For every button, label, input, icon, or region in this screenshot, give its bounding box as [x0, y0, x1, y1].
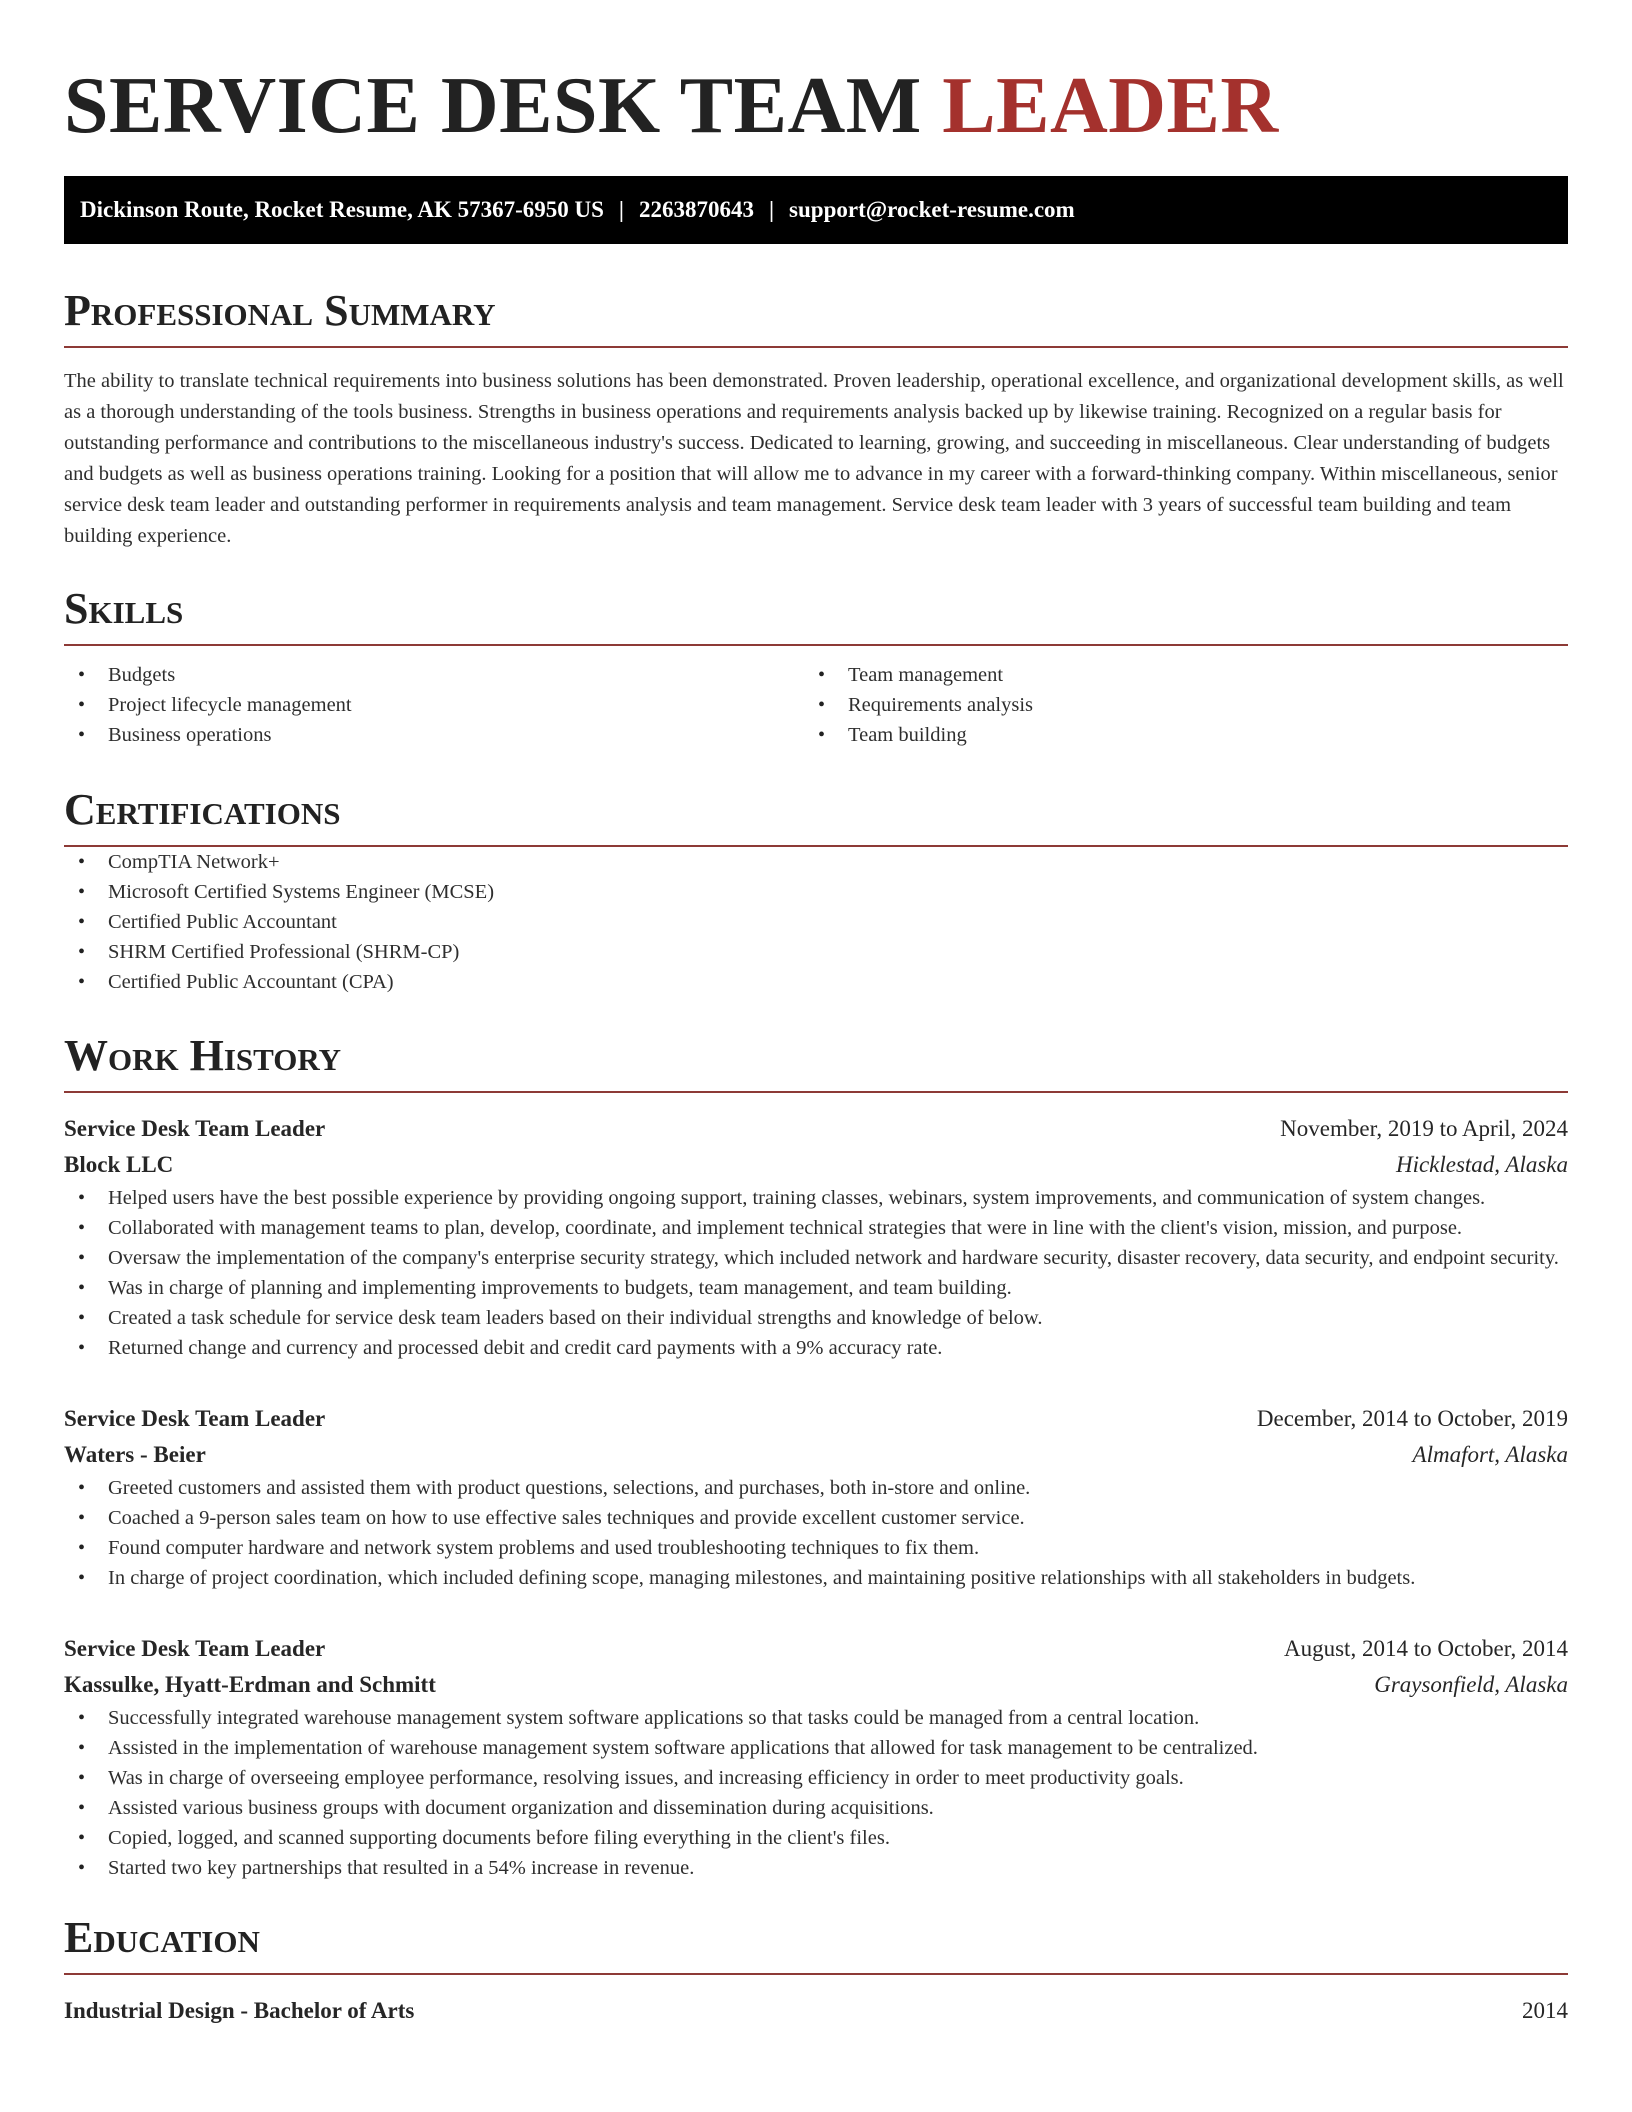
- work-history-section: [64, 1029, 1568, 1883]
- skill-item: • Team building: [804, 720, 1544, 750]
- education-heading: Education: [64, 1911, 1568, 1975]
- contact-email: support@rocket-resume.com: [789, 197, 1075, 222]
- job-header-row: [64, 1111, 1568, 1147]
- job-header-row: [64, 1631, 1568, 1667]
- job-title: Service Desk Team Leader: [64, 1116, 326, 1141]
- job-bullet: • Copied, logged, and scanned supporting documents before filing everything in the client's files.: [64, 1823, 1568, 1853]
- skills-heading: Skills: [64, 582, 1568, 646]
- job-company-row: [64, 1667, 1568, 1703]
- certification-item: • Certified Public Accountant (CPA): [64, 967, 1568, 997]
- contact-separator: |: [768, 197, 775, 222]
- certifications-section: [64, 783, 1568, 997]
- job-entry: [64, 1401, 1568, 1593]
- skills-section: [64, 582, 1568, 750]
- skill-item: • Budgets: [64, 660, 804, 690]
- contact-separator: |: [618, 197, 624, 222]
- job-company: Kassulke, Hyatt-Erdman and Schmitt: [64, 1672, 436, 1697]
- job-bullet: • Was in charge of overseeing employee performance, resolving issues, and increasing efficiency in order to meet productivity goals.: [64, 1763, 1568, 1793]
- job-company-row: [64, 1437, 1568, 1473]
- education-year: 2014: [1522, 1998, 1568, 2023]
- job-bullets: [64, 1183, 1568, 1363]
- education-degree: Industrial Design - Bachelor of Arts: [64, 1998, 415, 2023]
- job-dates: December, 2014 to October, 2019: [1256, 1406, 1568, 1431]
- job-bullet: • Collaborated with management teams to plan, develop, coordinate, and implement technical strategies that were in line with the client's vision, mission, and purpose.: [64, 1213, 1568, 1243]
- certification-item: • SHRM Certified Professional (SHRM-CP): [64, 937, 1568, 967]
- job-bullet: • Helped users have the best possible experience by providing ongoing support, training classes, webinars, system improvements, and communication of system changes.: [64, 1183, 1568, 1213]
- certification-item: • CompTIA Network+: [64, 847, 1568, 877]
- job-bullet: • Greeted customers and assisted them with product questions, selections, and purchases, both in-store and online.: [64, 1473, 1568, 1503]
- skills-list-right: [804, 660, 1544, 750]
- certifications-list: [64, 847, 1568, 997]
- contact-bar: [64, 176, 1568, 244]
- job-company-row: [64, 1147, 1568, 1183]
- job-title: Service Desk Team Leader: [64, 1636, 326, 1661]
- certifications-heading: Certifications: [64, 783, 1568, 847]
- summary-heading: Professional Summary: [64, 284, 1568, 348]
- contact-address: Dickinson Route, Rocket Resume, AK 57367-6950 US: [80, 197, 604, 222]
- summary-text: The ability to translate technical requirements into business solutions has been demonstrated. Proven leadership, operational excellence, and organizational development skills, as well as a thorough understanding of the tools business. Strengths in business operations and requirements analysis backed up by likewise training. Recognized on a regular basis for outstanding performance and contributions to the miscellaneous industry's success. Dedicated to learning, growing, and succeeding in miscellaneous. Clear understanding of budgets and budgets as well as business operations training. Looking for a position that will allow me to advance in my career with a forward-thinking company. Within miscellaneous, senior service desk team leader and outstanding performer in requirements analysis and team management. Service desk team leader with 3 years of successful team building and team building experience.: [64, 370, 1564, 547]
- job-bullet: • Found computer hardware and network system problems and used troubleshooting techniques to fix them.: [64, 1533, 1568, 1563]
- job-entry: [64, 1631, 1568, 1883]
- job-dates: November, 2019 to April, 2024: [1280, 1116, 1568, 1141]
- education-entry: [64, 1993, 1568, 2029]
- job-bullets: [64, 1703, 1568, 1883]
- job-bullet: • Created a task schedule for service desk team leaders based on their individual strengths and knowledge of below.: [64, 1303, 1568, 1333]
- job-bullet: • Returned change and currency and processed debit and credit card payments with a 9% accuracy rate.: [64, 1333, 1568, 1363]
- contact-phone: 2263870643: [638, 197, 754, 222]
- job-bullet: • Coached a 9-person sales team on how to use effective sales techniques and provide excellent customer service.: [64, 1503, 1568, 1533]
- certification-item: • Microsoft Certified Systems Engineer (MCSE): [64, 877, 1568, 907]
- job-company: Waters - Beier: [64, 1442, 206, 1467]
- job-dates: August, 2014 to October, 2014: [1284, 1636, 1568, 1661]
- title-accent: LEADER: [942, 62, 1279, 150]
- job-bullet: • In charge of project coordination, which included defining scope, managing milestones, and maintaining positive relationships with all stakeholders in budgets.: [64, 1563, 1568, 1593]
- summary-section: [64, 284, 1568, 552]
- job-bullet: • Assisted various business groups with document organization and dissemination during acquisitions.: [64, 1793, 1568, 1823]
- job-bullet: • Assisted in the implementation of warehouse management system software applications that allowed for task management to be centralized.: [64, 1733, 1568, 1763]
- skills-list-left: [64, 660, 804, 750]
- skills-grid: [64, 660, 1568, 750]
- title-main: SERVICE DESK TEAM: [64, 62, 922, 150]
- education-section: [64, 1911, 1568, 2029]
- resume-title: [64, 56, 1568, 156]
- job-entry: [64, 1111, 1568, 1363]
- job-title: Service Desk Team Leader: [64, 1406, 326, 1431]
- job-location: Hicklestad, Alaska: [1395, 1152, 1568, 1177]
- work-history-heading: Work History: [64, 1029, 1568, 1093]
- skill-item: • Team management: [804, 660, 1544, 690]
- job-location: Graysonfield, Alaska: [1374, 1672, 1568, 1697]
- job-bullet: • Started two key partnerships that resulted in a 54% increase in revenue.: [64, 1853, 1568, 1883]
- skill-item: • Project lifecycle management: [64, 690, 804, 720]
- job-bullet: • Was in charge of planning and implementing improvements to budgets, team management, and team building.: [64, 1273, 1568, 1303]
- job-bullets: [64, 1473, 1568, 1593]
- certification-item: • Certified Public Accountant: [64, 907, 1568, 937]
- resume-page: [64, 0, 1568, 2029]
- job-header-row: [64, 1401, 1568, 1437]
- job-bullet: • Successfully integrated warehouse management system software applications so that tasks could be managed from a central location.: [64, 1703, 1568, 1733]
- job-company: Block LLC: [64, 1152, 174, 1177]
- job-bullet: • Oversaw the implementation of the company's enterprise security strategy, which included network and hardware security, disaster recovery, data security, and endpoint security.: [64, 1243, 1568, 1273]
- skill-item: • Requirements analysis: [804, 690, 1544, 720]
- skill-item: • Business operations: [64, 720, 804, 750]
- job-location: Almafort, Alaska: [1412, 1442, 1568, 1467]
